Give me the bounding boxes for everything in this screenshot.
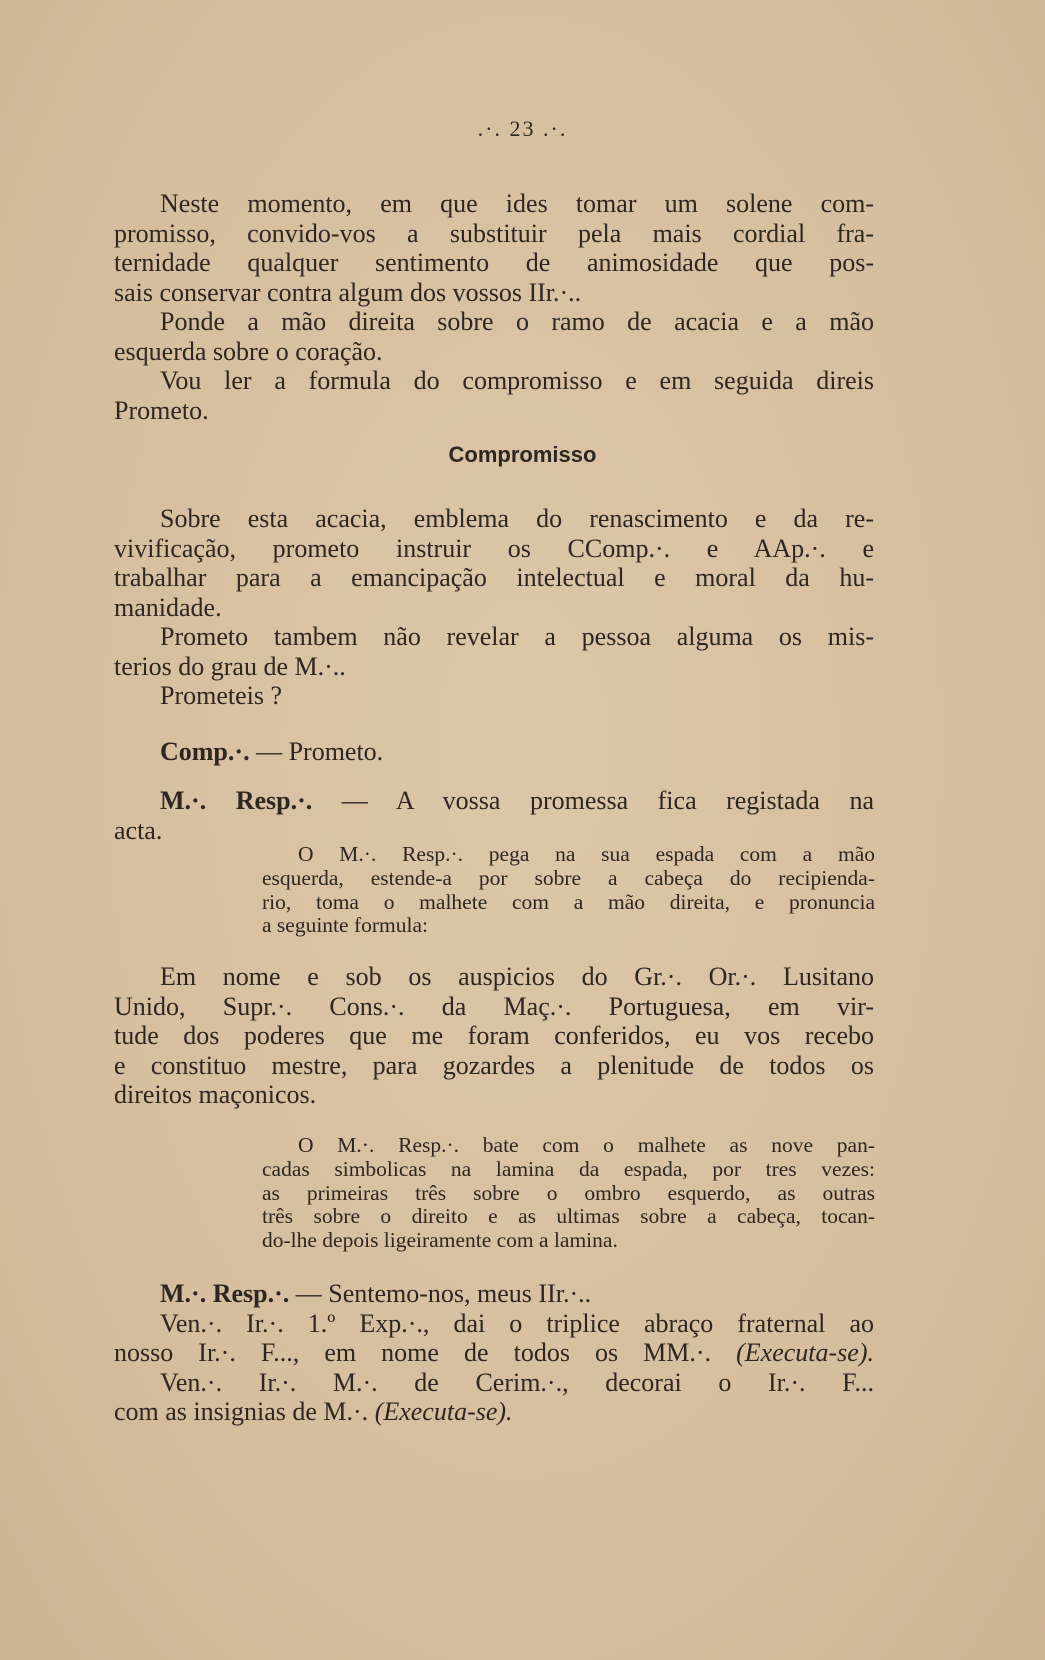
page-number: .·. 23 .·.	[477, 116, 568, 141]
text-segment: O M.·. Resp.·. bate com o malhete as nove pan-	[298, 1133, 875, 1157]
text-line	[114, 622, 874, 652]
text-segment: trabalhar para a emancipação intelectual e moral da hu-	[114, 563, 874, 592]
text-line	[114, 396, 874, 426]
text-line	[114, 786, 874, 816]
text-segment: ternidade qualquer sentimento de animosidade que pos-	[114, 248, 874, 277]
text-line	[114, 563, 874, 593]
text-line	[114, 681, 874, 711]
text-line	[262, 1205, 875, 1229]
text-segment: e constituo mestre, para gozardes a plenitude de todos os	[114, 1050, 874, 1080]
text-segment: Sobre esta acacia, emblema do renascimento e da re-	[160, 504, 874, 533]
text-line	[114, 652, 874, 682]
text-segment: promisso, convido-vos a substituir pela mais cordial fra-	[114, 218, 874, 248]
text-segment: terios do grau de M.·..	[114, 651, 346, 681]
text-segment: nosso Ir.·. F..., em nome de todos os MM.·.	[114, 1338, 737, 1367]
text-line	[262, 891, 875, 915]
text-line	[114, 1080, 874, 1110]
text-line	[114, 1051, 874, 1081]
paragraph	[114, 1279, 874, 1427]
text-line	[114, 248, 874, 278]
text-segment: manidade.	[114, 592, 222, 622]
text-line	[114, 593, 874, 623]
text-segment: Vou ler a formula do compromisso e em seguida direis	[160, 366, 874, 395]
text-segment: Em nome e sob os auspicios do Gr.·. Or.·. Lusitano	[160, 962, 874, 991]
text-line	[114, 337, 874, 367]
text-segment: com as insignias de M.·.	[114, 1397, 375, 1426]
text-line	[262, 1182, 875, 1206]
text-segment: Ven.·. Ir.·. M.·. de Cerim.·., decorai o Ir.·. F...	[160, 1367, 874, 1397]
text-line	[114, 189, 874, 219]
speaker-label: Comp.·.	[160, 737, 250, 766]
text-segment: tude dos poderes que me foram conferidos, eu vos recebo	[114, 1021, 874, 1050]
paragraph	[114, 189, 874, 425]
stage-note: (Executa-se).	[736, 1338, 874, 1367]
text-segment: — Sentemo-nos, meus IIr.·..	[289, 1279, 592, 1308]
text-segment: três sobre o direito e as ultimas sobre a cabeça, tocan-	[262, 1204, 875, 1229]
text-line	[262, 1229, 875, 1253]
text-segment: Prometeis ?	[160, 681, 283, 710]
text-segment: vivificação, prometo instruir os CComp.·. e AAp.·. e	[114, 533, 874, 563]
text-segment: do-lhe depois ligeiramente com a lamina.	[262, 1228, 618, 1253]
text-segment: Unido, Supr.·. Cons.·. da Maç.·. Portuguesa, em vir-	[114, 991, 874, 1021]
text-line	[262, 914, 875, 938]
stage-note: (Executa-se).	[374, 1397, 513, 1426]
text-line	[114, 1309, 874, 1339]
text-line	[114, 219, 874, 249]
text-line	[114, 1279, 874, 1309]
text-segment: direitos maçonicos.	[114, 1080, 317, 1109]
text-segment: esquerda, estende-a por sobre a cabeça do recipienda-	[262, 865, 875, 890]
text-segment: — Prometo.	[249, 737, 384, 766]
text-line	[114, 1368, 874, 1398]
text-line	[114, 534, 874, 564]
text-line	[114, 278, 874, 308]
text-line	[114, 366, 874, 396]
text-line	[114, 1338, 874, 1368]
text-line	[114, 504, 874, 534]
text-segment: O M.·. Resp.·. pega na sua espada com a mão	[298, 842, 875, 866]
text-segment: esquerda sobre o coração.	[114, 336, 383, 366]
text-line	[262, 867, 875, 891]
text-line	[262, 1134, 875, 1158]
text-segment: — A vossa promessa fica registada na	[312, 786, 874, 815]
paragraph	[114, 962, 874, 1110]
text-line	[114, 962, 874, 992]
text-line	[114, 1021, 874, 1051]
speaker-label: M.·. Resp.·.	[160, 786, 313, 815]
text-segment: Ponde a mão direita sobre o ramo de acacia e a mão	[160, 307, 874, 336]
text-segment: rio, toma o malhete com a mão direita, e pronuncia	[262, 889, 875, 914]
text-segment: as primeiras três sobre o ombro esquerdo, as outras	[262, 1180, 875, 1205]
text-segment: Prometo.	[114, 395, 209, 425]
text-line	[262, 843, 875, 867]
text-segment: cadas simbolicas na lamina da espada, por tres vezes:	[262, 1156, 875, 1181]
stage-direction	[262, 843, 875, 938]
text-line	[114, 307, 874, 337]
text-line	[114, 1397, 874, 1427]
stage-direction	[262, 1134, 875, 1253]
text-line	[114, 992, 874, 1022]
text-segment: sais conservar contra algum dos vossos IIr.·..	[114, 277, 582, 307]
text-segment: Neste momento, em que ides tomar um solene com-	[160, 189, 874, 218]
text-line	[114, 816, 874, 846]
paragraph	[114, 504, 874, 711]
paragraph	[114, 737, 874, 767]
text-segment: Ven.·. Ir.·. 1.º Exp.·., dai o triplice abraço fraternal ao	[160, 1308, 874, 1338]
text-segment: a seguinte formula:	[262, 913, 428, 938]
text-line	[262, 1158, 875, 1182]
paragraph	[114, 786, 874, 845]
text-segment: acta.	[114, 815, 163, 845]
speaker-label: M.·. Resp.·.	[160, 1279, 290, 1308]
text-segment: Prometo tambem não revelar a pessoa alguma os mis-	[160, 622, 874, 651]
section-heading: Compromisso	[448, 442, 597, 467]
text-line	[114, 737, 874, 767]
